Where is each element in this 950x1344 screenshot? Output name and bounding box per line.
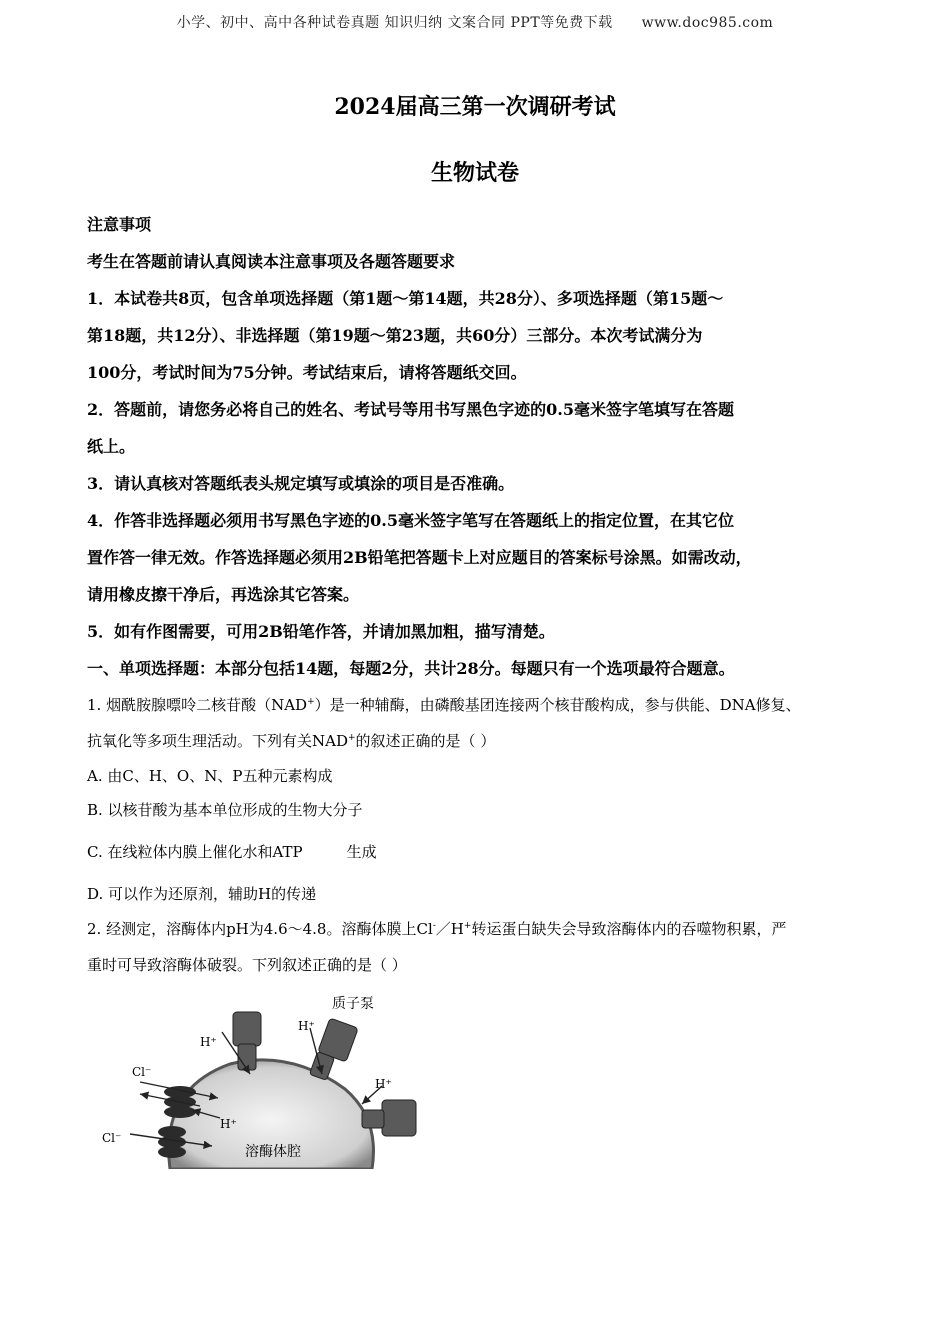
proton-pump-label: 质子泵 — [332, 996, 374, 1012]
document-body — [87, 206, 867, 983]
exam-subtitle: 生物试卷 — [430, 160, 519, 186]
header-site: www.doc985.com — [641, 15, 774, 31]
question-1-stem: 1. 烟酰胺腺嘌呤二核苷酸（NAD+）是一种辅酶，由磷酸基团连接两个核苷酸构成，参与供能、DNA修复、 — [87, 696, 801, 714]
notice-line: 4．作答非选择题必须用书写黑色字迹的0.5毫米签字笔写在答题纸上的指定位置，在其它位 — [87, 511, 734, 530]
option-b: B. 以核苷酸为基本单位形成的生物大分子 — [87, 801, 363, 819]
question-2-stem: 重时可导致溶酶体破裂。下列叙述正确的是（ ） — [87, 956, 407, 974]
option-c: C. 在线粒体内膜上催化水和ATP 生成 — [87, 843, 377, 861]
h-plus-label: H⁺ — [200, 1035, 217, 1049]
header-banner: 小学、初中、高中各种试卷真题 知识归纳 文案合同 PPT等免费下载 — [176, 15, 613, 31]
cl-minus-label: Cl⁻ — [102, 1131, 122, 1145]
exam-title: 2024届高三第一次调研考试 — [334, 94, 616, 120]
notice-line: 100分，考试时间为75分钟。考试结束后，请将答题纸交回。 — [87, 363, 527, 382]
lysosome-figure — [100, 994, 430, 1169]
cl-minus-label: Cl⁻ — [132, 1065, 152, 1079]
notice-line: 置作答一律无效。作答选择题必须用2B铅笔把答题卡上对应题目的答案标号涂黑。如需改动， — [87, 548, 752, 567]
notice-intro: 考生在答题前请认真阅读本注意事项及各题答题要求 — [87, 252, 456, 271]
lysosome-lumen-label: 溶酶体腔 — [245, 1144, 301, 1160]
page-header — [0, 12, 950, 32]
option-a: A. 由C、H、O、N、P五种元素构成 — [87, 767, 333, 785]
question-2-stem: 2. 经测定，溶酶体内pH为4.6～4.8。溶酶体膜上Cl-／H+转运蛋白缺失会导致溶酶体内的吞噬物积累，严 — [87, 920, 787, 938]
notice-line: 2．答题前，请您务必将自己的姓名、考试号等用书写黑色字迹的0.5毫米签字笔填写在答题 — [87, 400, 734, 419]
section-heading: 一、单项选择题：本部分包括14题，每题2分，共计28分。每题只有一个选项最符合题意。 — [87, 659, 735, 678]
h-plus-label: H⁺ — [220, 1117, 237, 1131]
notice-line: 第18题，共12分）、非选择题（第19题～第23题，共60分）三部分。本次考试满分为 — [87, 326, 703, 345]
notice-line: 请用橡皮擦干净后，再选涂其它答案。 — [87, 585, 360, 604]
notice-heading: 注意事项 — [87, 215, 152, 234]
question-1-stem: 抗氧化等多项生理活动。下列有关NAD+的叙述正确的是（ ） — [87, 732, 496, 750]
proton-pump — [309, 1018, 358, 1080]
option-d: D. 可以作为还原剂，辅助H的传递 — [87, 885, 317, 903]
h-plus-label: H⁺ — [375, 1077, 392, 1091]
h-plus-label: H⁺ — [298, 1019, 315, 1033]
notice-line: 5．如有作图需要，可用2B铅笔作答，并请加黑加粗，描写清楚。 — [87, 622, 555, 641]
notice-line: 1．本试卷共8页，包含单项选择题（第1题～第14题，共28分）、多项选择题（第15题～ — [87, 289, 724, 308]
notice-line: 纸上。 — [87, 437, 136, 456]
notice-line: 3．请认真核对答题纸表头规定填写或填涂的项目是否准确。 — [87, 474, 515, 493]
